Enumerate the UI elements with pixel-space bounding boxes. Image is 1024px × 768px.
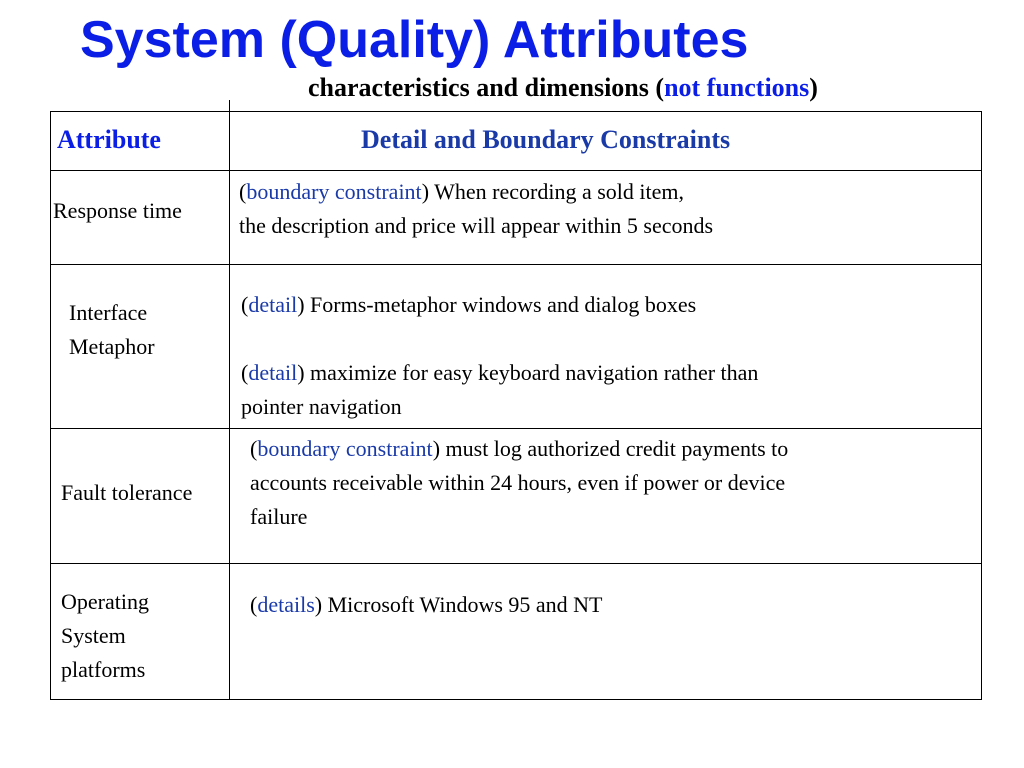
attribute-cell-line: System xyxy=(61,623,126,648)
detail-line xyxy=(239,209,713,243)
detail-text: must log authorized credit payments to xyxy=(440,436,789,461)
subtitle-highlight: not functions xyxy=(664,73,810,102)
attribute-cell-line: platforms xyxy=(61,657,146,682)
detail-line: (boundary constraint) must log authorized credit payments to xyxy=(250,436,789,461)
slide-subtitle xyxy=(308,72,818,104)
slide-title: System (Quality) Attributes xyxy=(80,11,749,69)
detail-line: (detail) maximize for easy keyboard navigation rather than xyxy=(241,360,759,385)
detail-text: accounts receivable within 24 hours, even if power or device xyxy=(250,470,786,495)
detail-line: (detail) Forms-metaphor windows and dialog boxes xyxy=(241,292,697,317)
attribute-cell-line: Metaphor xyxy=(69,334,155,359)
detail-tag: detail xyxy=(248,360,298,385)
detail-text: the description and price will appear within 5 seconds xyxy=(239,213,714,238)
detail-text: When recording a sold item, xyxy=(429,179,684,204)
table-row xyxy=(51,563,981,699)
detail-line xyxy=(250,500,307,534)
detail-line: (details) Microsoft Windows 95 and NT xyxy=(250,592,603,617)
detail-tag: boundary constraint xyxy=(246,179,422,204)
header-attribute: Attribute xyxy=(57,125,161,154)
detail-tag: details xyxy=(257,592,315,617)
subtitle-open-paren: ( xyxy=(655,73,665,102)
subtitle-text: characteristics and dimensions xyxy=(308,73,649,102)
detail-tag: boundary constraint xyxy=(257,436,433,461)
header-detail: Detail and Boundary Constraints xyxy=(361,125,731,154)
attribute-cell-line: Operating xyxy=(61,589,149,614)
detail-tag: detail xyxy=(248,292,298,317)
detail-text: maximize for easy keyboard navigation rather than xyxy=(304,360,759,385)
attributes-table xyxy=(50,111,982,700)
detail-text: Microsoft Windows 95 and NT xyxy=(322,592,603,617)
detail-text: pointer navigation xyxy=(241,394,402,419)
detail-text: failure xyxy=(250,504,308,529)
attribute-cell: Fault tolerance xyxy=(61,480,193,505)
detail-line xyxy=(241,390,402,424)
detail-line: (boundary constraint) When recording a sold item, xyxy=(239,179,684,204)
subtitle-close-paren: ) xyxy=(809,73,818,102)
table-row xyxy=(51,428,981,564)
table-row xyxy=(51,170,981,265)
attribute-cell-line: Interface xyxy=(69,300,148,325)
attribute-cell: Response time xyxy=(53,198,182,223)
table-row xyxy=(51,264,981,429)
table-header-row xyxy=(51,112,981,171)
detail-line xyxy=(250,466,785,500)
detail-text: Forms-metaphor windows and dialog boxes xyxy=(304,292,697,317)
